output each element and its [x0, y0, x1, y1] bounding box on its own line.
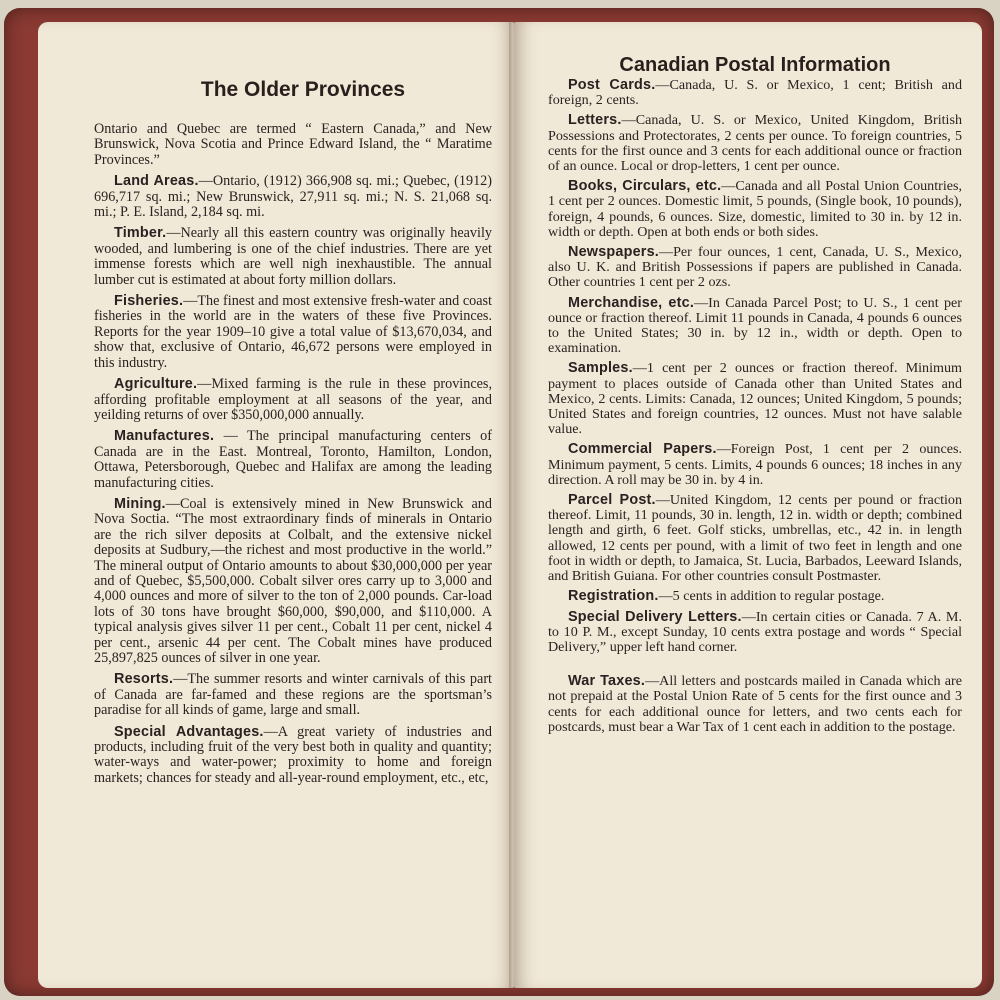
intro-paragraph: Ontario and Quebec are termed “ Eastern Canada,” and New Brunswick, Nova Scotia and Prince Edward Island, the “ Maratime Provinces.”	[94, 121, 492, 168]
section-heading: Resorts.	[114, 671, 174, 688]
section-heading: Post Cards.	[568, 77, 656, 93]
section-land-areas	[94, 174, 492, 220]
page-title: The Older Provinces	[200, 78, 406, 101]
section-text: —A great variety of industries and products, including fruit of the very best both in quality and quantity; water-ways and water-power; proximity to home and foreign markets; chances for steady and all-year-round employment, etc., etc,	[94, 723, 492, 786]
section-text: —Canada, U. S. or Mexico, United Kingdom, British Possessions and Protectorates, 2 cents per ounce. To foreign countries, 5 cents for the first ounce and 3 cents for each additional ounce or fraction of an ounce. Local or drop-letters, 1 cent per ounce.	[548, 112, 962, 175]
section-special-delivery	[548, 610, 962, 656]
section-heading: Registration.	[568, 588, 659, 605]
section-heading: Newspapers.	[568, 244, 659, 261]
section-heading: Fisheries.	[114, 293, 184, 310]
section-heading: Letters.	[568, 112, 622, 129]
section-heading: Agriculture.	[114, 376, 198, 393]
section-mining	[94, 497, 492, 666]
section-text: —Mixed farming is the rule in these provinces, affording profitable employment at all seasons of the year, and yeilding returns of over $350,000,000 annually.	[94, 376, 492, 423]
section-war-taxes	[548, 674, 962, 735]
right-page	[514, 22, 982, 988]
section-merchandise	[548, 296, 962, 357]
section-heading: Special Delivery Letters.	[568, 608, 742, 625]
section-text: —The finest and most extensive fresh-water and coast fisheries in the world are in the waters of these five Provinces. Reports for the year 1909–10 give a total value of $13,670,034, and show that, exclusive of Ontario, 46,672 persons were employed in this industry.	[94, 293, 492, 371]
section-post-cards	[548, 78, 962, 108]
section-heading: Commercial Papers.	[568, 441, 717, 458]
section-text: —Per four ounces, 1 cent, Canada, U. S., Mexico, also U. K. and British Possessions if papers are published in Canada. Other countries 1 cent per 2 ozs.	[548, 244, 962, 291]
section-text: —Nearly all this eastern country was originally heavily wooded, and lumbering is one of the chief industries. There are yet immense forests which are well nigh inexhaustible. The annual lumber cut is estimated at about forty million dollars.	[94, 225, 492, 288]
section-spacer	[548, 660, 962, 674]
section-newspapers	[548, 245, 962, 291]
section-samples	[548, 361, 962, 437]
section-text: —Canada, U. S. or Mexico, 1 cent; British and foreign, 2 cents.	[548, 77, 962, 109]
section-heading: Land Areas.	[114, 173, 199, 190]
section-text: —In certain cities or Canada. 7 A. M. to 10 P. M., except Sunday, 10 cents extra postage and words “ Special Delivery,” upper left hand corner.	[548, 608, 962, 655]
section-text: —All letters and postcards mailed in Canada which are not prepaid at the Postal Union Rate of 5 cents for the first ounce and 3 cents for each additional ounce for letters, and two cents each for postcards, must bear a War Tax of 1 cent each in addition to the postage.	[548, 673, 962, 735]
book-cover	[4, 8, 994, 996]
section-registration	[548, 589, 962, 604]
left-page	[38, 22, 514, 988]
section-text: —Canada and all Postal Union Countries, 1 cent per 2 ounces. Domestic limit, 5 pounds, (Single book, 10 pounds), foreign, 4 pounds, 6 ounces. Size, domestic, limited to 30 in. by 12 in. width or depth. Open at both ends or both sides.	[548, 178, 962, 240]
section-heading: Manufactures.	[114, 428, 215, 445]
section-books-circulars	[548, 179, 962, 240]
section-text: —United Kingdom, 12 cents per pound or fraction thereof. Limit, 11 pounds, 30 in. length, 12 in. width or depth; combined length and girth, 6 feet. Golf sticks, umbrellas, etc., 42 in. in length allowed, 12 cents per pound, with a limit of two feet in length and one foot in width or depth, to Jamaica, St. Lucia, Barbados, Leeward Islands, and British Guiana. For other countries consult Postmaster.	[548, 492, 962, 585]
section-parcel-post	[548, 493, 962, 584]
section-heading: Parcel Post.	[568, 492, 656, 509]
section-text: —5 cents in addition to regular postage.	[658, 588, 885, 605]
section-heading: War Taxes.	[568, 673, 646, 690]
section-agriculture	[94, 377, 492, 423]
section-resorts	[94, 672, 492, 718]
section-text: —In Canada Parcel Post; to U. S., 1 cent per ounce or fraction thereof. Limit 11 pounds in Canada, 4 pounds 6 ounces to the United States; 30 in. by 12 in., width or depth. Open to examination.	[548, 294, 962, 357]
section-heading: Merchandise, etc.	[568, 294, 695, 311]
section-heading: Special Advantages.	[114, 723, 264, 740]
section-commercial-papers	[548, 442, 962, 488]
section-text: — The principal manufacturing centers of Canada are in the East. Montreal, Toronto, Hamilton, London, Ottawa, Petersborough, Quebec and Halifax are among the leading manufacturing cities.	[94, 428, 492, 491]
section-text: —The summer resorts and winter carnivals of this part of Canada are far-famed and these regions are the sportsman’s paradise for all kinds of game, large and small.	[94, 671, 492, 719]
section-text: —Ontario, (1912) 366,908 sq. mi.; Quebec, (1912) 696,717 sq. mi.; New Brunswick, 27,911 sq. mi.; N. S. 21,068 sq. mi.; P. E. Island, 2,184 sq. mi.	[94, 173, 492, 221]
section-heading: Timber.	[114, 225, 167, 242]
section-heading: Samples.	[568, 360, 633, 377]
section-heading: Books, Circulars, etc.	[568, 178, 722, 195]
section-special-advantages	[94, 725, 492, 787]
section-text: —1 cent per 2 ounces or fraction thereof. Minimum payment to places outside of Canada other than United States and Mexico, 2 cents. Limits: Canada, 12 ounces; United Kingdom, 5 pounds; United States and foreign countries, 12 ounces. Must not have salable value.	[548, 360, 962, 438]
section-fisheries	[94, 294, 492, 371]
section-letters	[548, 113, 962, 174]
section-manufactures	[94, 429, 492, 491]
section-text: —Foreign Post, 1 cent per 2 ounces. Minimum payment, 5 cents. Limits, 4 pounds 6 ounces; 18 inches in any direction. A roll may be 30 in. by 4 in.	[548, 441, 962, 488]
section-heading: Mining.	[114, 495, 166, 512]
page-title: Canadian Postal Information	[619, 54, 891, 76]
section-timber	[94, 226, 492, 288]
section-text: —Coal is extensively mined in New Brunswick and Nova Soctia. “The most extraordinary finds of minerals in Ontario are the rich silver deposits at Colbalt, and the extensive nickel deposits at Sudbury,—the richest and most productive in the world.” The mineral output of Ontario amounts to about $30,000,000 per year and of Quebec, $5,500,000. Cobalt silver ores carry up to 3,000 and 4,000 ounces and more of silver to the ton of 2,000 pounds. Car-load lots of 30 tons have brought $60,000, $90,000, and $110,000. A typical analysis gives silver 11 per cent., Cobalt 11 per cent, nickel 4 per cent., arsenic 44 per cent. The Cobalt mines have produced 25,897,825 ounces of silver in one year.	[94, 495, 492, 666]
